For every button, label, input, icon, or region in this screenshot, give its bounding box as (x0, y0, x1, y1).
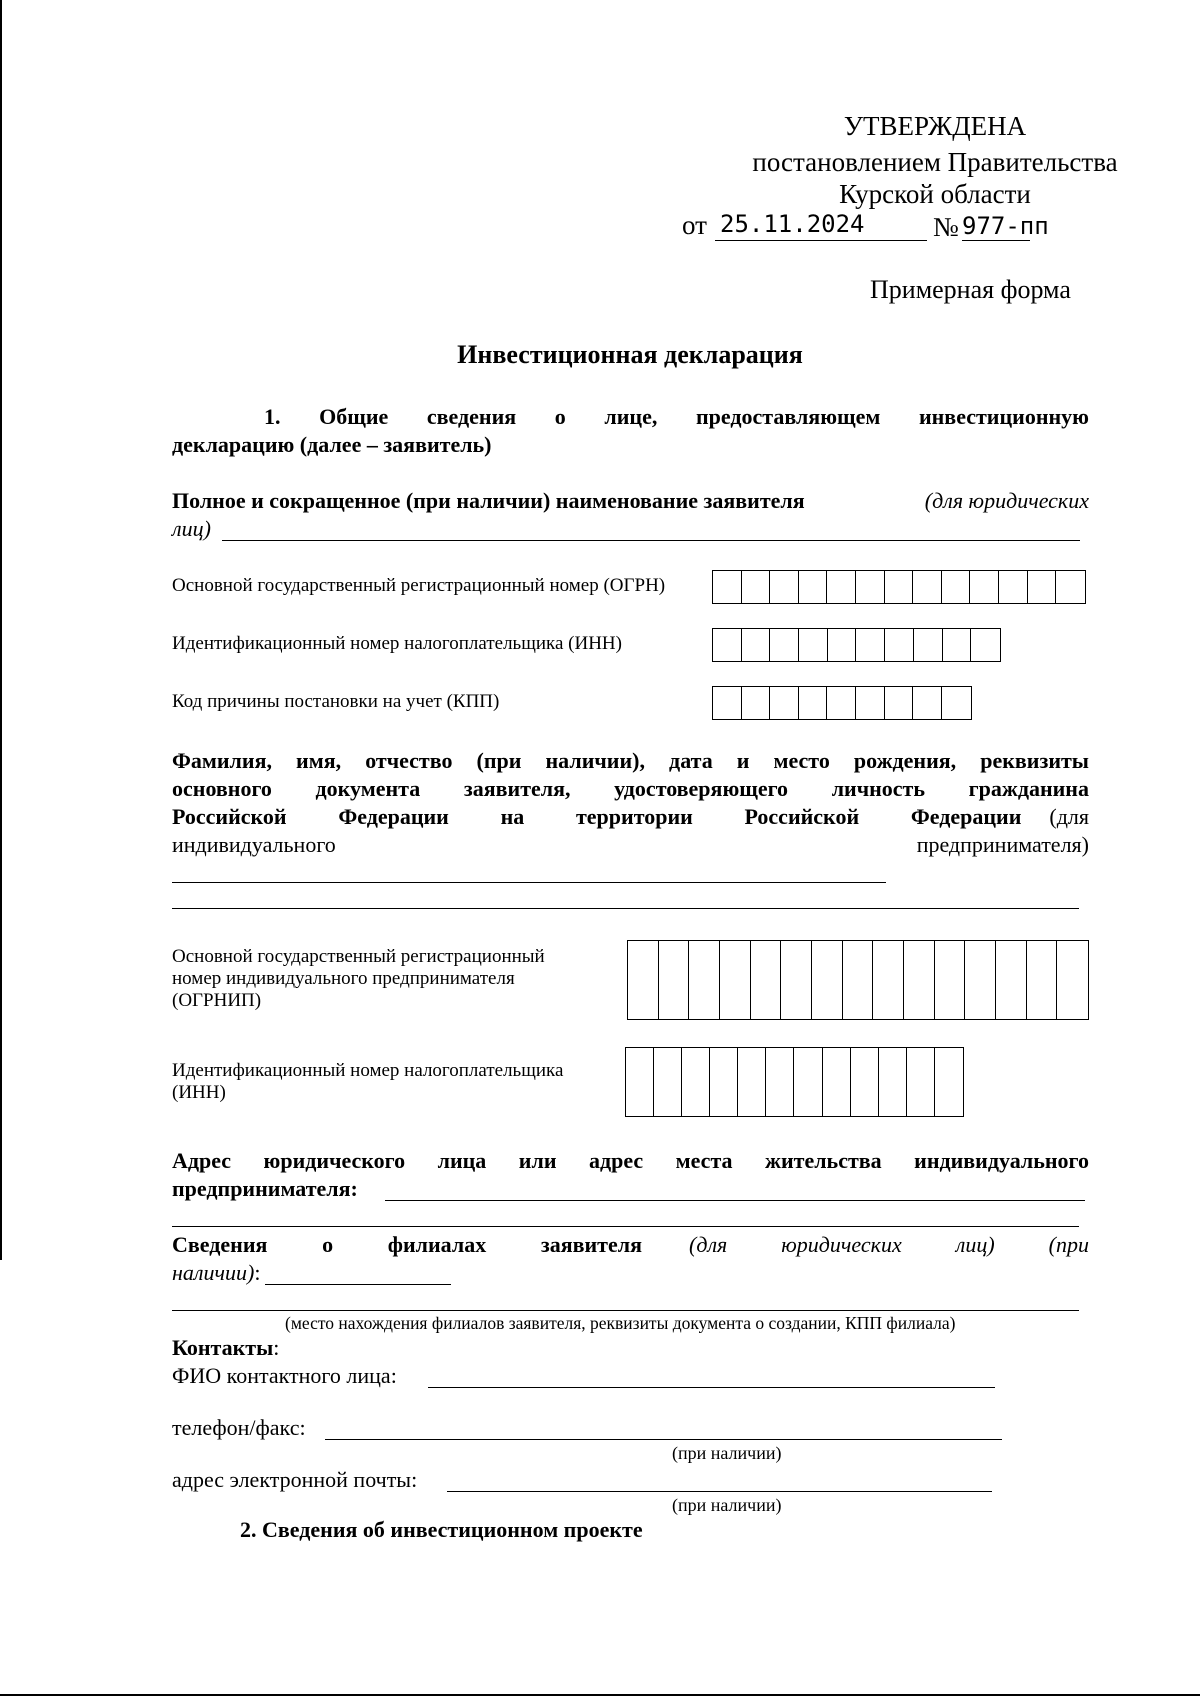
approved-stamp: УТВЕРЖДЕНА (843, 111, 1027, 141)
legal-name-note-cont: лиц) (172, 516, 211, 541)
branches-field-line[interactable] (172, 1310, 1079, 1311)
section1-heading: 1. Общие сведения о лице, предоставляющем инвестиционную (264, 404, 1089, 429)
branches-colon: : (254, 1260, 261, 1285)
address-field-line-2[interactable] (172, 1226, 1079, 1227)
inn-cells[interactable] (712, 628, 1001, 662)
person-field-line-2[interactable] (172, 908, 1079, 909)
ip-inn-cells[interactable] (625, 1047, 964, 1117)
email-note: (при наличии) (672, 1495, 782, 1515)
person-heading-cont2: Российской Федерации на территории Российской Федерации (172, 804, 1022, 829)
date-prefix: от (682, 210, 707, 240)
number-underline (962, 240, 1030, 241)
email-label: адрес электронной почты: (172, 1467, 418, 1492)
legal-name-field[interactable] (222, 540, 1080, 541)
contacts-heading: Контакты (172, 1335, 274, 1360)
approved-by: постановлением Правительства (752, 147, 1118, 177)
ip-inn-label: Идентификационный номер налогоплательщика (172, 1060, 564, 1081)
phone-label: телефон/факс: (172, 1415, 306, 1440)
decree-number: 977-пп (962, 212, 1049, 240)
ip-inn-label-abbr: (ИНН) (172, 1082, 226, 1103)
ogrnip-cells[interactable] (627, 940, 1089, 1020)
page-edge (0, 0, 2, 1260)
person-field-line-1[interactable] (172, 882, 886, 883)
ogrnip-label-abbr: (ОГРНИП) (172, 990, 262, 1011)
kpp-cells[interactable] (712, 686, 972, 720)
person-heading-cont: основного документа заявителя, удостоверяющего личность гражданина (172, 776, 1089, 801)
kpp-label: Код причины постановки на учет (КПП) (172, 691, 500, 712)
address-heading-cont: предпринимателя: (172, 1176, 358, 1201)
person-note: (для (1049, 804, 1089, 829)
document-title: Инвестиционная декларация (457, 340, 803, 369)
contacts-colon: : (273, 1335, 280, 1360)
contact-name-field[interactable] (428, 1387, 995, 1388)
branches-heading: Сведения о филиалах заявителя (172, 1232, 642, 1257)
address-heading: Адрес юридического лица или адрес места жительства индивидуального (172, 1148, 1089, 1173)
page-edge (0, 1694, 1200, 1696)
branches-note-cont: наличии) (172, 1260, 255, 1285)
email-field[interactable] (447, 1491, 992, 1492)
branches-field-short[interactable] (265, 1284, 451, 1285)
approved-region: Курской области (839, 179, 1031, 209)
ogrn-cells[interactable] (712, 570, 1086, 604)
contact-name-label: ФИО контактного лица: (172, 1363, 397, 1388)
phone-field[interactable] (325, 1439, 1002, 1440)
address-field-line-1[interactable] (385, 1200, 1085, 1201)
form-type: Примерная форма (870, 275, 1071, 304)
inn-label: Идентификационный номер налогоплательщика (ИНН) (172, 633, 622, 654)
branches-note: (для юридических лиц) (при (689, 1232, 1089, 1257)
legal-name-note: (для юридических (924, 488, 1089, 513)
section2-heading: 2. Сведения об инвестиционном проекте (240, 1517, 643, 1542)
legal-name-label: Полное и сокращенное (при наличии) наименование заявителя (172, 488, 805, 513)
person-heading: Фамилия, имя, отчество (при наличии), дата и место рождения, реквизиты (172, 748, 1089, 773)
ogrn-label: Основной государственный регистрационный номер (ОГРН) (172, 575, 666, 596)
date-underline (715, 240, 927, 241)
number-prefix: № (933, 212, 959, 242)
person-note-end: предпринимателя) (916, 832, 1089, 857)
section1-heading-cont: декларацию (далее – заявитель) (172, 432, 492, 457)
ogrnip-label-cont: номер индивидуального предпринимателя (172, 968, 515, 989)
branches-caption: (место нахождения филиалов заявителя, реквизиты документа о создании, КПП филиала) (285, 1313, 956, 1333)
ogrnip-label: Основной государственный регистрационный (172, 946, 545, 967)
person-note-cont: индивидуального (172, 832, 336, 857)
decree-date: 25.11.2024 (720, 210, 865, 238)
phone-note: (при наличии) (672, 1443, 782, 1463)
